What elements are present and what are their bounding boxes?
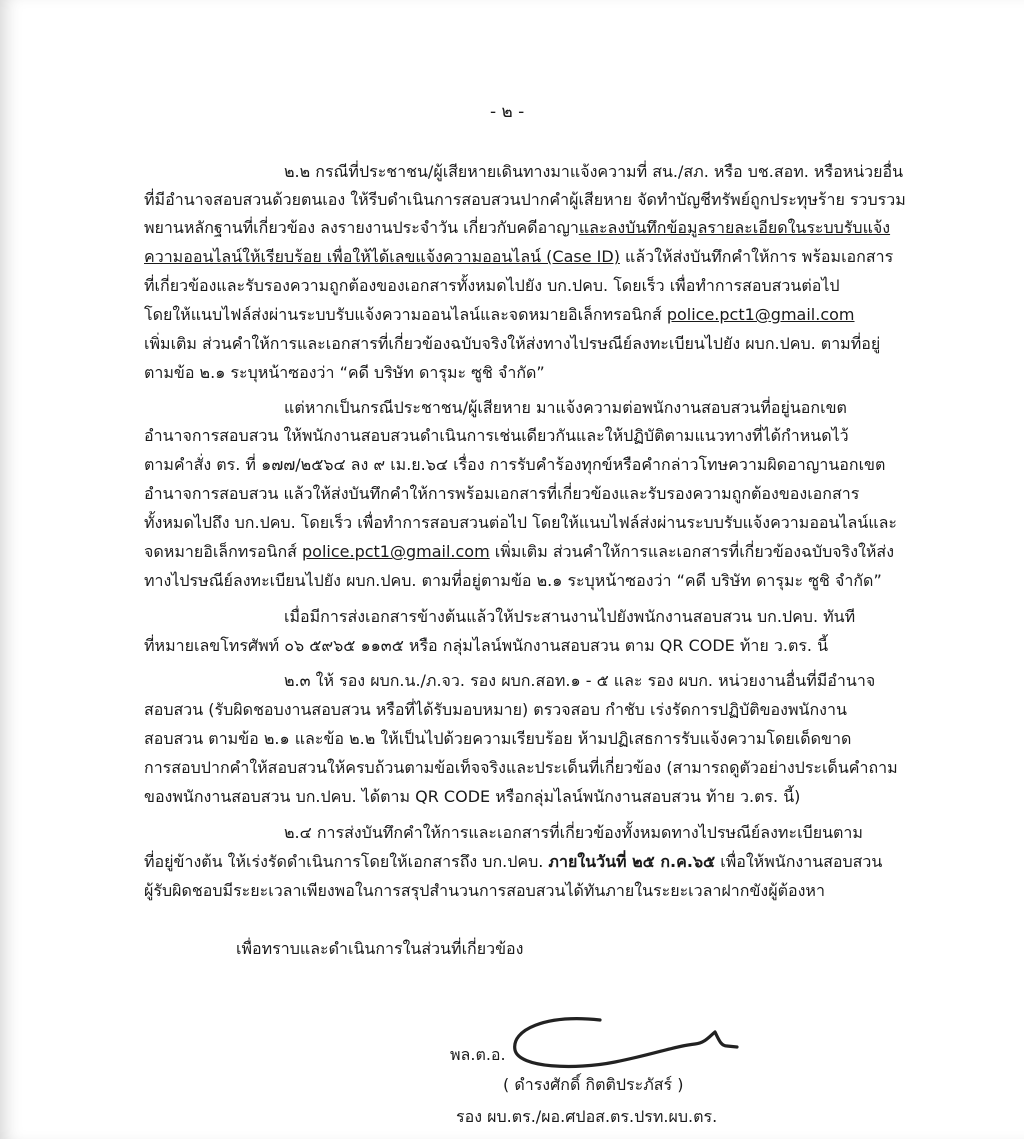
closing-line: เพื่อทราบและดำเนินการในส่วนที่เกี่ยวข้อง [236, 939, 524, 958]
para-2-2b-line-7: ทางไปรษณีย์ลงทะเบียนไปยัง ผบก.ปคบ. ตามที่อยู่ตามข้อ ๒.๑ ระบุหน้าซองว่า “คดี บริษัท ดารุมะ ซูชิ จำกัด” [144, 571, 882, 590]
para-2-3-line-3: สอบสวน ตามข้อ ๒.๑ และข้อ ๒.๒ ให้เป็นไปด้วยความเรียบร้อย ห้ามปฏิเสธการรับแจ้งความโดยเด็ดขาด [144, 729, 852, 748]
para-2-2-line-3-underlined: และลงบันทึกข้อมูลรายละเอียดในระบบรับแจ้ง [578, 218, 891, 237]
para-2-2b-line-4: อำนาจการสอบสวน แล้วให้ส่งบันทึกคำให้การพร้อมเอกสารที่เกี่ยวข้องและรับรองความถูกต้องของเอกสาร [144, 484, 860, 503]
para-2-2-line-8: ตามข้อ ๒.๑ ระบุหน้าซองว่า “คดี บริษัท ดารุมะ ซูชิ จำกัด” [144, 363, 545, 382]
para-2-2-line-3 [144, 217, 930, 239]
para-2-2c-line-1: เมื่อมีการส่งเอกสารข้างต้นแล้วให้ประสานงานไปยังพนักงานสอบสวน บก.ปคบ. ทันที [284, 607, 856, 626]
para-2-2b-line-6-text: จดหมายอิเล็กทรอนิกส์ [144, 542, 303, 561]
para-2-2-line-4-text: แล้วให้ส่งบันทึกคำให้การ พร้อมเอกสาร [619, 247, 894, 266]
deadline-text: ภายในวันที่ ๒๕ ก.ค.๖๕ [548, 852, 716, 871]
para-2-2b-line-3: ตามคำสั่ง ตร. ที่ ๑๗๗/๒๕๖๔ ลง ๙ เม.ย.๖๔ เรื่อง การรับคำร้องทุกข์หรือคำกล่าวโทษความผิดอาญานอกเขต [144, 455, 886, 474]
para-2-2c-line-2: ที่หมายเลขโทรศัพท์ ๐๖ ๕๙๖๕ ๑๑๓๕ หรือ กลุ่มไลน์พนักงานสอบสวน ตาม QR CODE ท้าย ว.ตร. นี้ [144, 636, 829, 655]
para-2-4-line-1: ๒.๔ การส่งบันทึกคำให้การและเอกสารที่เกี่ยวข้องทั้งหมดทางไปรษณีย์ลงทะเบียนตาม [284, 823, 863, 842]
para-2-2b-line-6 [144, 541, 930, 563]
signature-position: รอง ผบ.ตร./ผอ.ศปอส.ตร.ปรท.ผบ.ตร. [456, 1107, 718, 1126]
para-2-2-line-5: ที่เกี่ยวข้องและรับรองความถูกต้องของเอกสารทั้งหมดไปยัง บก.ปคบ. โดยเร็ว เพื่อทำการสอบสวนต่อไป [144, 276, 840, 295]
signature-name: ( ดำรงศักดิ์ กิตติประภัสร์ ) [503, 1075, 684, 1094]
signature-rank: พล.ต.อ. [450, 1045, 506, 1064]
para-2-2-line-4-underlined: ความออนไลน์ให้เรียบร้อย เพื่อให้ได้เลขแจ้งความออนไลน์ (Case ID) [144, 247, 620, 266]
email-link[interactable]: police.pct1@gmail.com [666, 305, 855, 324]
para-2-3-line-5: ของพนักงานสอบสวน บก.ปคบ. ได้ตาม QR CODE หรือกลุ่มไลน์พนักงานสอบสวน ท้าย ว.ตร. นี้) [144, 787, 801, 806]
para-2-2-line-1: ๒.๒ กรณีที่ประชาชน/ผู้เสียหายเดินทางมาแจ้งความที่ สน./สภ. หรือ บช.สอท. หรือหน่วยอื่น [284, 162, 904, 181]
para-2-4-line-2-text: ที่อยู่ข้างต้น ให้เร่งรัดดำเนินการโดยให้เอกสารถึง บก.ปคบ. [144, 852, 549, 871]
para-2-2b-line-1: แต่หากเป็นกรณีประชาชน/ผู้เสียหาย มาแจ้งความต่อพนักงานสอบสวนที่อยู่นอกเขต [284, 398, 847, 417]
email-link-2[interactable]: police.pct1@gmail.com [302, 542, 490, 561]
para-2-2b-line-2: อำนาจการสอบสวน ให้พนักงานสอบสวนดำเนินการเช่นเดียวกันและให้ปฏิบัติตามแนวทางที่ได้กำหนดไว้ [144, 426, 849, 445]
para-2-2-line-4 [144, 246, 930, 268]
para-2-3-line-2: สอบสวน (รับผิดชอบงานสอบสวน หรือที่ได้รับมอบหมาย) ตรวจสอบ กำชับ เร่งรัดการปฏิบัติของพนักงาน [144, 700, 847, 719]
para-2-2b-line-5: ทั้งหมดไปถึง บก.ปคบ. โดยเร็ว เพื่อทำการสอบสวนต่อไป โดยให้แนบไฟล์ส่งผ่านระบบรับแจ้งความออนไลน์และ [144, 513, 897, 532]
para-2-2-line-6 [144, 304, 930, 326]
para-2-4-line-2 [144, 851, 930, 873]
para-2-2b-line-6-rest: เพิ่มเติม ส่วนคำให้การและเอกสารที่เกี่ยวข้องฉบับจริงให้ส่ง [489, 542, 894, 561]
para-2-2-line-7: เพิ่มเติม ส่วนคำให้การและเอกสารที่เกี่ยวข้องฉบับจริงให้ส่งทางไปรษณีย์ลงทะเบียนไปยัง ผบก.ปคบ. ตามที่อยู่ [144, 334, 881, 353]
para-2-4-line-2-rest: เพื่อให้พนักงานสอบสวน [715, 852, 883, 871]
para-2-3-line-4: การสอบปากคำให้สอบสวนให้ครบถ้วนตามข้อเท็จจริงและประเด็นที่เกี่ยวข้อง (สามารถดูตัวอย่างประเด็นคำถาม [144, 758, 898, 777]
para-2-4-line-3: ผู้รับผิดชอบมีระยะเวลาเพียงพอในการสรุปสำนวนการสอบสวนได้ทันภายในระยะเวลาฝากขังผู้ต้องหา [144, 881, 825, 900]
para-2-2-line-2: ที่มีอำนาจสอบสวนด้วยตนเอง ให้รีบดำเนินการสอบสวนปากคำผู้เสียหาย จัดทำบัญชีทรัพย์ถูกประทุษร้าย รวบรวม [144, 190, 906, 209]
signature-scribble [505, 1010, 740, 1080]
para-2-2-line-3-text: พยานหลักฐานที่เกี่ยวข้อง ลงรายงานประจำวัน เกี่ยวกับคดีอาญา [144, 218, 579, 237]
para-2-3-line-1: ๒.๓ ให้ รอง ผบก.น./ภ.จว. รอง ผบก.สอท.๑ - ๕ และ รอง ผบก. หน่วยงานอื่นที่มีอำนาจ [284, 671, 876, 690]
para-2-2-line-6-text: โดยให้แนบไฟล์ส่งผ่านระบบรับแจ้งความออนไลน์และจดหมายอิเล็กทรอนิกส์ [144, 305, 667, 324]
page-number: - ๒ - [490, 102, 525, 122]
